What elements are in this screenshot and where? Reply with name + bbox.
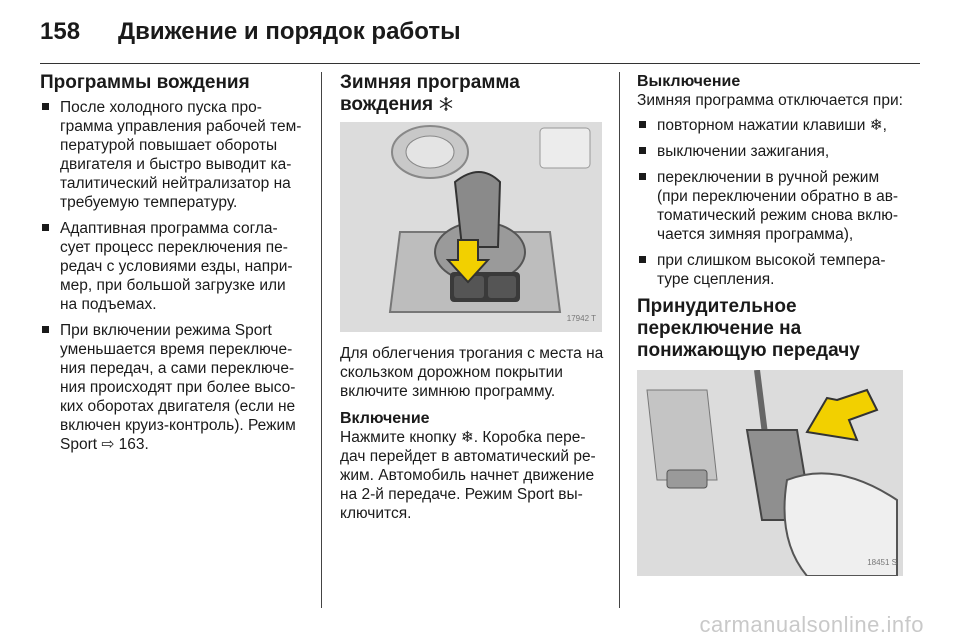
page-header bbox=[40, 18, 920, 58]
chapter-title: Движение и порядок работы bbox=[118, 18, 461, 45]
bullet-icon bbox=[639, 256, 646, 263]
winter-button-figure bbox=[340, 122, 602, 332]
watermark: carmanualsonline.info bbox=[699, 612, 924, 637]
snowflake-icon bbox=[438, 96, 454, 112]
deactivation-list bbox=[637, 116, 905, 289]
bullet-icon bbox=[639, 147, 646, 154]
section-title-kickdown: Принудительное переключение на понижающую передачу bbox=[637, 296, 860, 361]
column-divider bbox=[321, 72, 322, 608]
list-item: выключении зажигания, bbox=[637, 142, 905, 161]
pedal-illustration bbox=[637, 370, 903, 576]
activation-text: Нажмите кнопку ❄. Коробка пере-дач перейдет в автоматический ре-жим. Автомобиль начнет движение на 2-й передаче. Режим Sport вы-ключится. bbox=[340, 429, 596, 522]
bullet-icon bbox=[42, 224, 49, 231]
bullet-icon bbox=[42, 326, 49, 333]
page-number: 158 bbox=[40, 18, 81, 45]
bullet-icon bbox=[639, 121, 646, 128]
header-rule bbox=[40, 63, 920, 64]
deactivation-intro: Зимняя программа отключается при: bbox=[637, 92, 903, 109]
figure-code: 17942 T bbox=[566, 314, 596, 323]
column-driving-programs bbox=[40, 72, 306, 461]
list-item: переключении в ручной режим (при переключении обратно в ав-томатический режим снова вклю-чается зимняя программа), bbox=[637, 168, 905, 244]
subheading-activation: Включение bbox=[340, 410, 430, 427]
kickdown-figure bbox=[637, 370, 903, 576]
column-winter-program bbox=[340, 72, 606, 531]
column-divider bbox=[619, 72, 620, 608]
bullet-icon bbox=[639, 173, 646, 180]
list-item: После холодного пуска про-грамма управления рабочей тем-пературой повышает обороты двигателя и быстро выводит ка-талитический нейтрализатор на требуемую температуру. bbox=[40, 98, 306, 212]
gear-selector-illustration bbox=[340, 122, 602, 332]
list-item: При включении режима Sport уменьшается время переключе-ния передач, а сами переключе-ния происходят при более высо-ких оборотах двигателя (если не включен круиз-контроль). Режим Sport ⇨ 163. bbox=[40, 321, 306, 454]
list-item: Адаптивная программа согла-сует процесс переключения пе-редач с условиями езды, напри-мер, при большой загрузке или на подъемах. bbox=[40, 219, 306, 314]
figure-code: 18451 S bbox=[867, 558, 897, 567]
bullet-icon bbox=[42, 103, 49, 110]
driving-programs-list bbox=[40, 98, 306, 454]
section-title-winter-program: Зимняя программа вождения bbox=[340, 72, 520, 115]
subheading-deactivation: Выключение bbox=[637, 73, 741, 90]
list-item: повторном нажатии клавиши ❄, bbox=[637, 116, 905, 135]
list-item: при слишком высокой темпера-туре сцепления. bbox=[637, 251, 905, 289]
winter-program-intro: Для облегчения трогания с места на скользком дорожном покрытии включите зимнюю программу. bbox=[340, 345, 604, 400]
column-deactivation bbox=[637, 72, 905, 576]
section-title-driving-programs: Программы вождения bbox=[40, 72, 250, 93]
